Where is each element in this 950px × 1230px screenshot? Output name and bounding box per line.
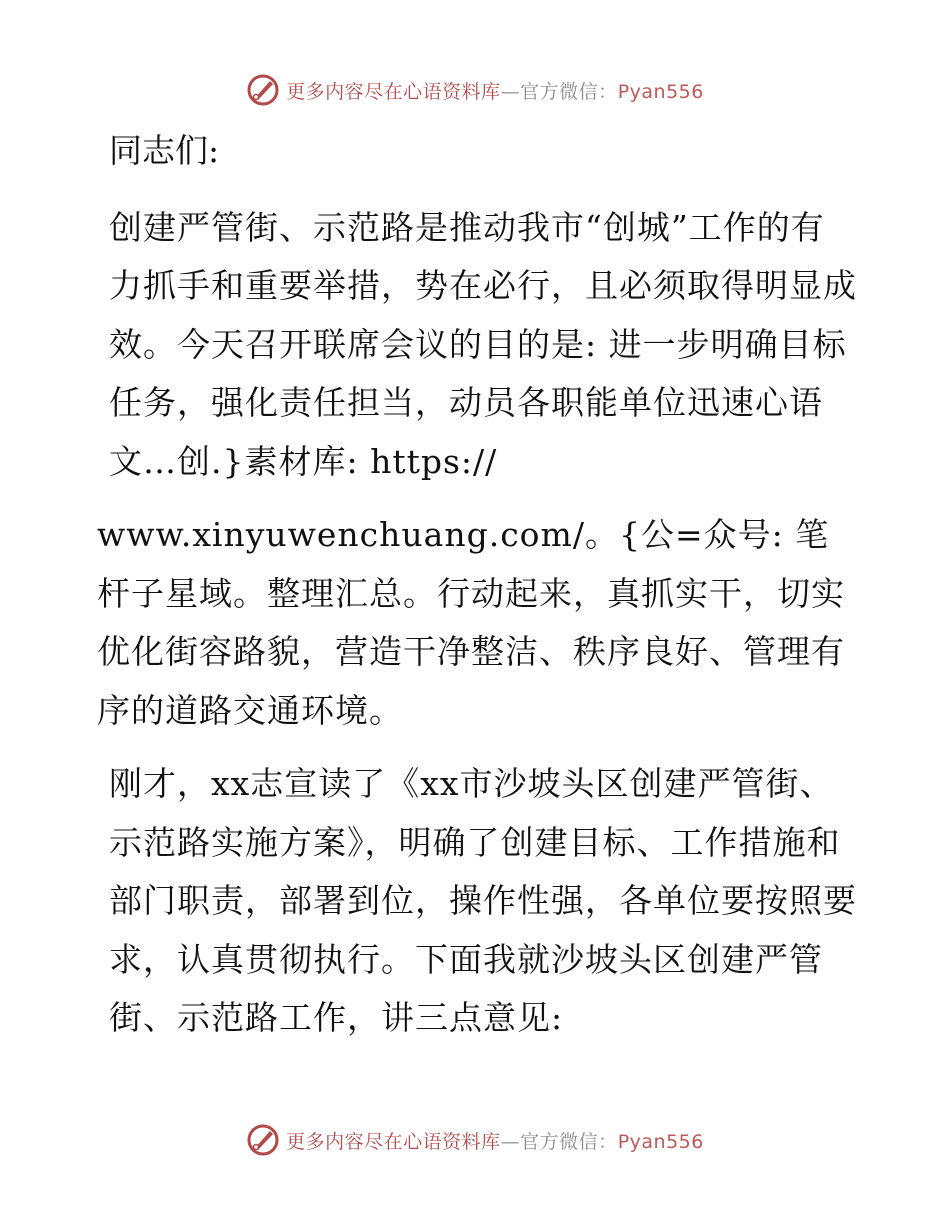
watermark-text <box>286 1127 704 1154</box>
header-watermark <box>0 70 950 110</box>
document-body <box>97 122 857 1063</box>
watermark-official: 官方微信： <box>520 1130 618 1153</box>
watermark-official: 官方微信： <box>520 80 618 103</box>
watermark-text <box>286 77 704 104</box>
watermark-separator: — <box>500 1130 521 1153</box>
paragraph-3: 刚才，xx志宣读了《xx市沙坡头区创建严管街、示范路实施方案》，明确了创建目标、工作措施和部门职责，部署到位，操作性强，各单位要按照要求，认真贯彻执行。下面我就沙坡头区创建严管街、示范路工作，讲三点意见: <box>109 764 857 1037</box>
watermark-main: 更多内容尽在心语资料库 <box>286 1130 501 1153</box>
quill-logo-icon <box>246 73 280 107</box>
watermark-handle: Pyan556 <box>617 1130 704 1153</box>
watermark-main: 更多内容尽在心语资料库 <box>286 80 501 103</box>
quill-logo-icon <box>246 1123 280 1157</box>
watermark-separator: — <box>500 80 521 103</box>
watermark-handle: Pyan556 <box>617 80 704 103</box>
paragraph-2: www.xinyuwenchuang.com/。{公=众号: 笔杆子星域。整理汇总。行动起来，真抓实干，切实优化街容路貌，营造干净整洁、秩序良好、管理有序的道路交通环境。 <box>97 515 845 730</box>
footer-watermark <box>0 1120 950 1160</box>
salutation: 同志们: <box>109 131 220 170</box>
paragraph-1: 创建严管街、示范路是推动我市“创城”工作的有力抓手和重要举措，势在必行，且必须取得明显成效。今天召开联席会议的目的是: 进一步明确目标任务，强化责任担当，动员各职能单位迅速心语文…创.}素材库: https:// <box>109 207 857 481</box>
